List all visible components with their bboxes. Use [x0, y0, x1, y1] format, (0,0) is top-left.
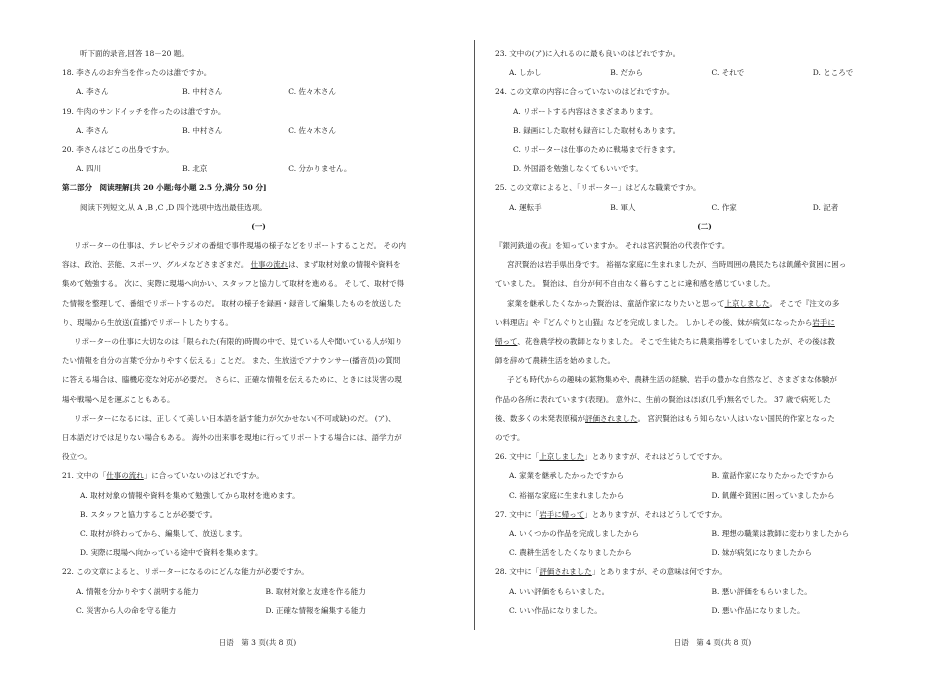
option: B. 悪い評価をもらいました。 — [711, 586, 812, 596]
passage-line: 帰って、花巻農学校の教師となりました。 そこで生徒たちに農業指導をしていましたが、その後は教 — [495, 337, 835, 347]
option: C. 災害から人の命を守る能力 — [76, 605, 177, 615]
passage-line: た情報を整理して、番組でリポートするのだ。 取材の様子を録画・録音して編集したものを放送した — [62, 298, 402, 308]
passage-line: 作品の各所に表れています(表现)。 意外に、生前の賢治はほぼ(几乎)無名でした。 37 歳で病死した — [495, 394, 831, 404]
right-page — [475, 0, 950, 688]
passage-line: リポーターになるには、正しくて美しい日本語を話す能力が欠かせない(不可或缺)のだ。 (ア)、 — [74, 413, 396, 423]
option: A. いい評価をもらいました。 — [509, 586, 610, 596]
passage-line: 家業を継承したくなかった賢治は、童話作家になりたいと思って上京しました。 そこで『注文の多 — [507, 298, 840, 308]
option: A. いくつかの作品を完成しましたから — [509, 529, 640, 539]
option: D. 妹が病気になりましたから — [711, 548, 813, 558]
underlined-phrase: 仕事の流れ — [250, 260, 289, 270]
passage-line: い料理店』や『どんぐりと山猫』などを完成しました。 しかしその後、妹が病気になったから岩手に — [495, 317, 835, 327]
option: A. 四川 — [76, 164, 102, 174]
question-27-options — [495, 524, 914, 543]
option: B. 取材対象と友達を作る能力 — [265, 586, 366, 596]
page-footer: 日语 第 3 页(共 8 页) — [218, 638, 297, 647]
passage-line: に答える場合は、臨機応変な対応が必要だ。 さらに、正確な情報を伝えるために、ときには災害の現 — [62, 375, 402, 385]
question-28: 28. 文中に「評価されました」とありますが、その意味は何ですか。 — [495, 567, 727, 577]
question-25-options — [495, 198, 914, 217]
underlined-phrase: 評価されました — [539, 567, 592, 577]
underlined-phrase: 仕事の流れ — [106, 471, 144, 481]
passage-line: 集めて勉強する。 次に、実際に現場へ向かい、スタッフと協力して取材を進める。 そして、取材で得 — [62, 279, 405, 289]
option: D. ところで — [812, 68, 854, 78]
passage-line: のです。 — [495, 433, 525, 443]
passage-line: 後、数多くの未発表原稿が評価されました。 宮沢賢治はもう知らない人はいない国民的作家となった — [495, 413, 835, 423]
question-28-options — [495, 601, 914, 620]
option: B. 中村さん — [182, 125, 223, 135]
question-24: 24. この文章の内容に合っていないのはどれですか。 — [495, 87, 675, 97]
underlined-phrase: 評価されました — [585, 413, 638, 423]
passage-line: 日本語だけでは足りない場合もある。 海外の出来事を現地に行ってリポートする場合には、語学力が — [62, 433, 402, 443]
passage-label-1: (一) — [251, 221, 266, 231]
option: A. 取材対象の情報や資料を集めて勉強してから取材を進めます。 — [80, 490, 300, 500]
passage-line: 宮沢賢治は岩手県出身です。 裕福な家庭に生まれましたが、当時周囲の農民たちは飢饉や貧困に困っ — [507, 260, 847, 270]
section-title: 第二部分 阅读理解[共 20 小题;每小题 2.5 分,满分 50 分] — [62, 183, 267, 193]
option: B. 童話作家になりたかったですから — [711, 471, 835, 481]
option: A. 家業を継承したかったですから — [509, 471, 625, 481]
option: A. 李さん — [76, 125, 109, 135]
option: C. 分かりません。 — [288, 164, 352, 174]
question-27-options — [495, 543, 914, 562]
passage-line: 容は、政治、芸能、スポーツ、グルメなどさまざまだ。 仕事の流れは、まず取材対象の情報や資料を — [62, 260, 401, 270]
passage-line: 『銀河鉄道の夜』を知っていますか。 それは宮沢賢治の代表作です。 — [495, 241, 730, 251]
question-25: 25. この文章によると、「リポーター」はどんな職業ですか。 — [495, 183, 701, 193]
option: B. 理想の職業は教師に変わりましたから — [711, 529, 850, 539]
question-19: 19. 牛肉のサンドイッチを作ったのは誰ですか。 — [62, 106, 226, 116]
option: A. リポートする内容はさまざまあります。 — [513, 106, 658, 116]
listening-instruction: 听下面的录音,回答 18－20 题。 — [80, 49, 189, 58]
underlined-phrase: 上京しました — [724, 298, 770, 308]
question-20-options — [62, 159, 455, 178]
question-26-options — [495, 486, 914, 505]
underlined-phrase: 帰って — [495, 337, 518, 347]
option: A. 李さん — [76, 87, 109, 97]
question-22: 22. この文章によると、リポーターになるのにどんな能力が必要ですか。 — [62, 567, 309, 577]
option: B. 中村さん — [182, 87, 223, 97]
option: B. 録画にした取材も録音にした取材もあります。 — [513, 125, 681, 135]
option: D. 記者 — [812, 202, 839, 212]
option: C. 取材が終わってから、編集して、放送します。 — [80, 529, 247, 539]
option: A. 情報を分かりやすく説明する能力 — [76, 586, 199, 596]
option: A. しかし — [509, 68, 542, 78]
passage-line: 役立つ。 — [62, 452, 92, 462]
option: B. 北京 — [182, 164, 208, 174]
question-22-options — [62, 582, 455, 601]
page-footer: 日语 第 4 页(共 8 页) — [673, 638, 752, 647]
passage-line: たい情報を自分の言葉で分かりやすく伝える」ことだ。 また、生放送でアナウンサー(播音员)の質問 — [62, 356, 401, 366]
question-18: 18. 李さんのお弁当を作ったのは誰ですか。 — [62, 68, 212, 78]
option: C. 佐々木さん — [288, 87, 336, 97]
option: C. 裕福な家庭に生まれましたから — [509, 490, 625, 500]
option: D. 正確な情報を編集する能力 — [265, 605, 367, 615]
option: D. 実際に現場へ向かっている途中で資料を集めます。 — [80, 548, 263, 558]
option: B. 軍人 — [610, 202, 636, 212]
passage-line: 師を辞めて農耕生活を始めました。 — [495, 356, 615, 366]
option: D. 外国語を勉強しなくてもいいです。 — [513, 164, 643, 174]
question-21: 21. 文中の「仕事の流れ」に合っていないのはどれですか。 — [62, 471, 264, 481]
option: B. だから — [610, 68, 644, 78]
passage-line: リポーターの仕事は、テレビやラジオの番組で事件現場の様子などをリポートすることだ。 その内 — [74, 241, 407, 251]
option: C. 作家 — [711, 202, 737, 212]
passage-label-2: (二) — [697, 221, 712, 231]
passage-line: 場や戦場へ足を運ぶこともある。 — [62, 394, 175, 404]
question-23: 23. 文中の(ア)に入れるのに最も良いのはどれですか。 — [495, 49, 681, 58]
question-23-options — [495, 63, 914, 82]
question-26-options — [495, 466, 914, 485]
underlined-phrase: 岩手に — [812, 317, 835, 327]
section-instruction: 阅读下列短文,从 A ,B ,C ,D 四个选项中选出最佳选项。 — [80, 202, 267, 212]
underlined-phrase: 岩手に帰って — [539, 509, 585, 519]
question-27: 27. 文中に「岩手に帰って」とありますが、それはどうしてですか。 — [495, 509, 727, 519]
option: C. 農耕生活をしたくなりましたから — [509, 548, 632, 558]
option: C. それで — [711, 68, 745, 78]
option: C. いい作品になりました。 — [509, 605, 602, 615]
passage-line: リポーターの仕事に大切なのは「限られた(有限的)時間の中で、見ている人や聞いている人が知り — [74, 337, 403, 347]
option: B. スタッフと協力することが必要です。 — [80, 509, 218, 519]
option: A. 運転手 — [509, 202, 542, 212]
question-22-options — [62, 601, 455, 620]
option: C. 佐々木さん — [288, 125, 336, 135]
question-28-options — [495, 582, 914, 601]
question-26: 26. 文中に「上京しました」とありますが、それはどうしてですか。 — [495, 452, 727, 462]
option: D. 悪い作品になりました。 — [711, 605, 805, 615]
passage-line: ていました。 賢治は、自分が何不自由なく暮らすことに違和感を感じていました。 — [495, 279, 775, 289]
question-20: 20. 李さんはどこの出身ですか。 — [62, 145, 174, 155]
passage-line: 子ども時代からの趣味の鉱物集めや、農耕生活の経験、岩手の豊かな自然など、さまざまな体験が — [507, 375, 837, 385]
option: D. 飢饉や貧困に困っていましたから — [711, 490, 835, 500]
question-18-options — [62, 82, 455, 101]
underlined-phrase: 上京しました — [539, 452, 585, 462]
question-19-options — [62, 121, 455, 140]
passage-line: り、現場から生放送(直播)でリポートしたりする。 — [62, 317, 233, 327]
option: C. リポーターは仕事のために戦場まで行きます。 — [513, 145, 681, 155]
